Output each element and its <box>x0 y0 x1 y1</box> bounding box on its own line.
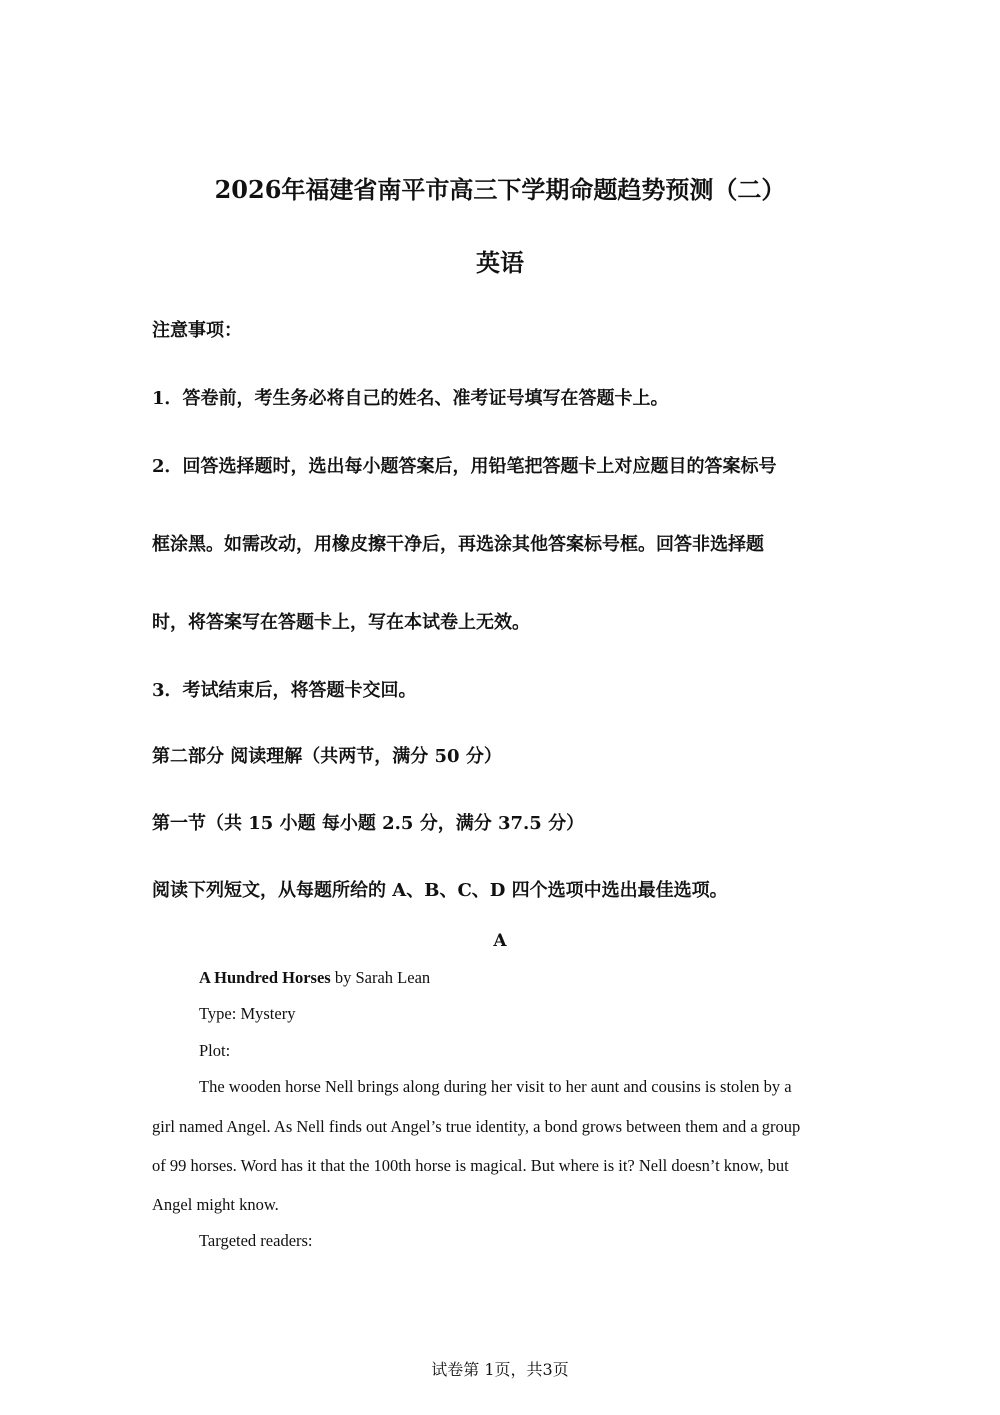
type-line: Type: Mystery <box>199 1004 296 1023</box>
book-title: A Hundred Horses <box>199 968 331 987</box>
plot-label: Plot: <box>199 1041 231 1060</box>
reading-instruction: 阅读下列短文，从每题所给的 A、B、C、D 四个选项中选出最佳选项。 <box>152 880 728 901</box>
plot-line: of 99 horses. Word has it that the 100th horse is magical. But where is it? Nell doesn’t know, but <box>152 1156 789 1175</box>
plot-line: Angel might know. <box>152 1195 279 1214</box>
subject-title: 英语 <box>476 248 524 277</box>
section-heading: 第一节（共 15 小题 每小题 2.5 分，满分 37.5 分） <box>152 813 585 834</box>
book-line <box>199 968 430 988</box>
notice-item: 2．回答选择题时，选出每小题答案后，用铅笔把答题卡上对应题目的答案标号 <box>152 456 777 477</box>
notice-item: 1．答卷前，考生务必将自己的姓名、准考证号填写在答题卡上。 <box>152 388 669 409</box>
notice-item: 3．考试结束后，将答题卡交回。 <box>152 680 417 701</box>
plot-line: The wooden horse Nell brings along during her visit to her aunt and cousins is stolen by a <box>199 1077 792 1096</box>
notice-heading: 注意事项： <box>152 320 242 341</box>
notice-item: 时，将答案写在答题卡上，写在本试卷上无效。 <box>152 612 530 633</box>
exam-title: 2026年福建省南平市高三下学期命题趋势预测（二） <box>214 175 786 204</box>
notice-item: 框涂黑。如需改动，用橡皮擦干净后，再选涂其他答案标号框。回答非选择题 <box>152 534 764 555</box>
readers-label: Targeted readers: <box>199 1231 313 1250</box>
book-author: by Sarah Lean <box>330 968 431 987</box>
passage-letter: A <box>493 931 507 951</box>
plot-line: girl named Angel. As Nell finds out Angel’s true identity, a bond grows between them and a group <box>152 1117 801 1136</box>
part-heading: 第二部分 阅读理解（共两节，满分 50 分） <box>152 746 502 767</box>
page-footer: 试卷第 1页，共3页 <box>431 1360 569 1379</box>
